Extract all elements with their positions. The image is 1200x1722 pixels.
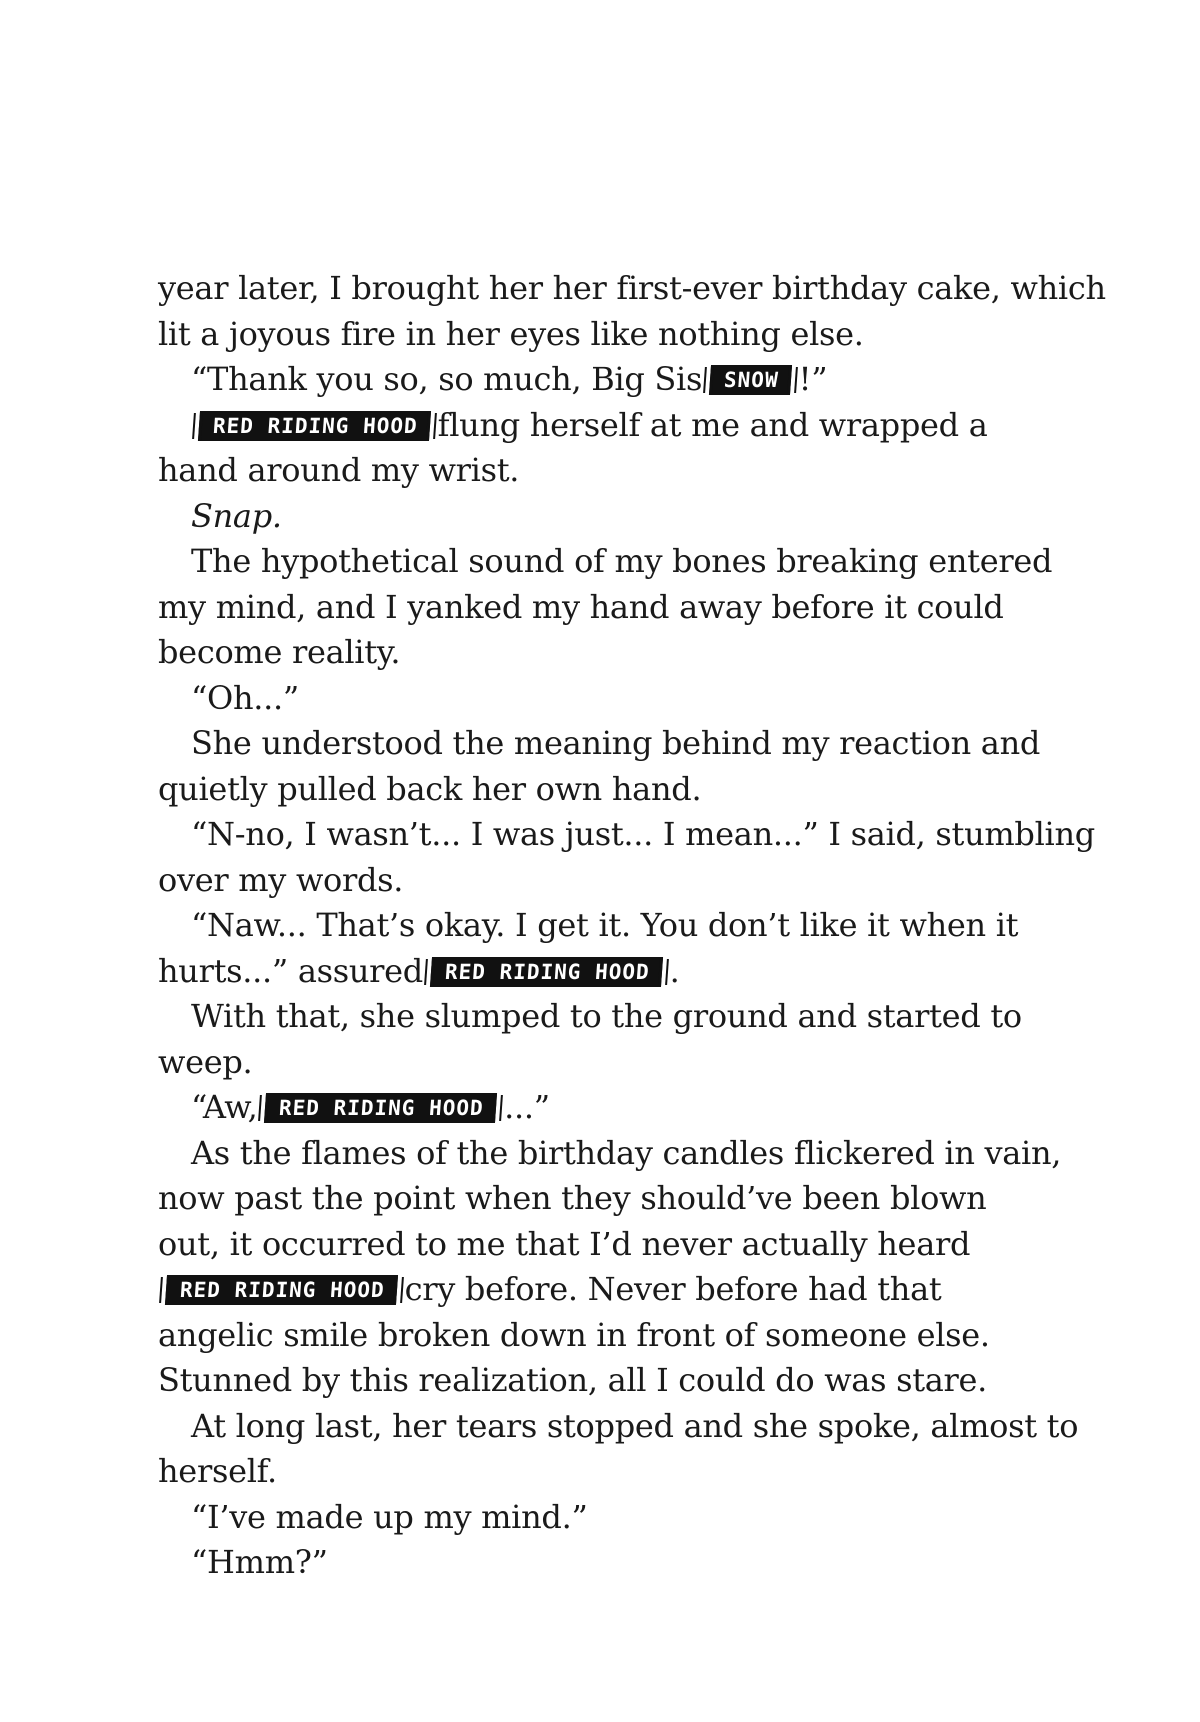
text-line: “I’ve made up my mind.”: [191, 1497, 588, 1536]
text-line: [158, 1085, 1058, 1131]
text-line: “Hmm?”: [191, 1543, 328, 1581]
text-line: As the flames of the birthday candles flickered in vain,: [191, 1133, 1062, 1172]
text-line: “Oh...”: [191, 678, 299, 717]
text-fragment: !”: [798, 360, 828, 398]
text-fragment: ...”: [504, 1088, 550, 1126]
name-tag-red-riding-hood: RED RIDING HOOD: [165, 1275, 398, 1305]
text-line: Snap.: [191, 496, 282, 535]
text-line: With that, she slumped to the ground and started to: [191, 997, 1022, 1035]
text-line: out, it occurred to me that I’d never actually heard: [158, 1224, 971, 1263]
text-line: Stunned by this realization, all I could do was stare.: [158, 1361, 988, 1399]
name-tag-red-riding-hood: RED RIDING HOOD: [264, 1093, 497, 1123]
text-line: [158, 357, 1058, 403]
text-line: weep.: [158, 1042, 253, 1081]
text-line: over my words.: [158, 860, 404, 899]
name-tag-snow: SNOW: [709, 365, 792, 395]
text-line: quietly pulled back her own hand.: [158, 769, 702, 808]
text-line: At long last, her tears stopped and she spoke, almost to: [191, 1406, 1079, 1445]
text-line: “Naw... That’s okay. I get it. You don’t like it when it: [191, 906, 1019, 944]
body-text: [158, 266, 1106, 1586]
text-line: herself.: [158, 1452, 277, 1490]
name-tag-red-riding-hood: RED RIDING HOOD: [198, 411, 431, 441]
text-line: year later, I brought her her first-ever birthday cake, which: [158, 269, 1106, 307]
text-fragment: “Aw,: [191, 1088, 258, 1126]
text-line: [158, 403, 1058, 449]
text-line: [158, 949, 1058, 995]
name-tag-red-riding-hood: RED RIDING HOOD: [430, 957, 663, 987]
text-line: lit a joyous fire in her eyes like nothing else.: [158, 314, 864, 353]
text-line: now past the point when they should’ve been blown: [158, 1179, 987, 1217]
text-fragment: “Thank you so, so much, Big Sis: [191, 360, 703, 398]
text-line: become reality.: [158, 633, 401, 671]
text-line: She understood the meaning behind my reaction and: [191, 724, 1041, 762]
text-fragment: .: [669, 951, 680, 990]
text-line: [158, 1267, 1058, 1313]
text-fragment: hurts...” assured: [158, 951, 423, 990]
text-line: my mind, and I yanked my hand away before it could: [158, 587, 1004, 626]
text-fragment: flung herself at me and wrapped a: [437, 405, 988, 444]
text-line: The hypothetical sound of my bones breaking entered: [191, 542, 1053, 580]
text-line: “N-no, I wasn’t... I was just... I mean...” I said, stumbling: [191, 815, 1095, 853]
text-line: hand around my wrist.: [158, 451, 520, 489]
text-fragment: cry before. Never before had that: [404, 1270, 942, 1308]
text-line: angelic smile broken down in front of someone else.: [158, 1315, 990, 1354]
